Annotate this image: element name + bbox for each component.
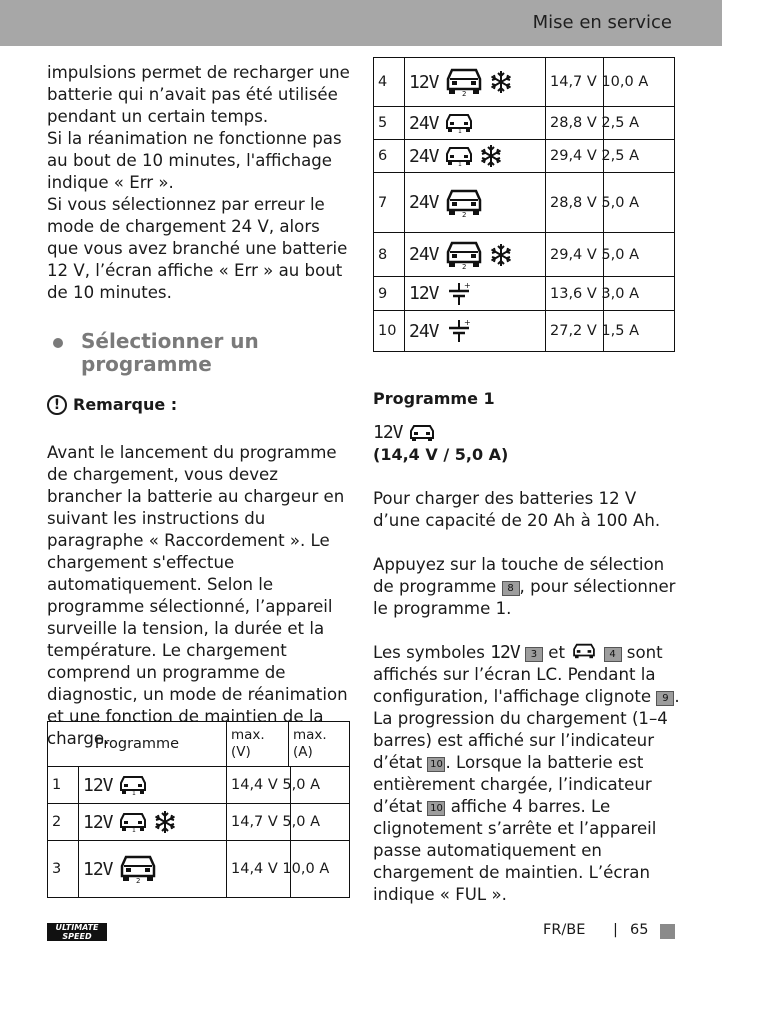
program-spec: (14,4 V / 5,0 A) <box>373 445 509 464</box>
program-values: 13,6 V 3,0 A <box>546 277 675 311</box>
exclamation-icon: ! <box>47 395 67 415</box>
battery-icon <box>444 281 474 307</box>
table-row <box>48 804 350 841</box>
voltage-display: 12V <box>409 283 439 304</box>
svg-text:2: 2 <box>461 90 466 97</box>
table-row <box>374 173 675 233</box>
table-row <box>374 233 675 277</box>
header-program: Programme <box>48 722 227 767</box>
program-symbols <box>405 233 546 277</box>
program-values: 14,7 V 10,0 A <box>546 58 675 107</box>
program-number: 7 <box>374 173 405 233</box>
program-number: 2 <box>48 804 79 841</box>
program-values: 14,4 V 5,0 A <box>227 767 350 804</box>
car-small-icon <box>408 423 436 443</box>
bullet-icon <box>53 338 63 348</box>
ref-10: 10 <box>427 757 445 772</box>
table-row <box>374 107 675 140</box>
program-values: 27,2 V 1,5 A <box>546 311 675 352</box>
voltage-display: 24V <box>409 192 439 213</box>
ref-3: 3 <box>525 647 543 662</box>
remark-text: Avant le lancement du programme de chargement, vous devez brancher la batterie au chargeur en suivant les instructions du paragraphe « Raccordement ». Le chargement s'effectue automatiquement. Selon le programme sélectionné, l’appareil surveille la tension, la durée et la température. Le chargement comprend un programme de diagnostic, un mode de réanimation et une fonction de maintien de la charge. <box>47 443 348 748</box>
program-values: 29,4 V 5,0 A <box>546 233 675 277</box>
snowflake-icon <box>489 243 513 267</box>
program-table-right <box>373 57 675 352</box>
program-symbols <box>405 107 546 140</box>
left-column <box>47 62 352 750</box>
ref-4: 4 <box>604 647 622 662</box>
svg-text:1: 1 <box>457 161 462 167</box>
table-row <box>48 767 350 804</box>
car-small-icon <box>118 774 148 796</box>
brand-logo: ULTIMATE SPEED <box>47 923 107 941</box>
paragraph: Les symboles 12V 3 et 4 sont affichés sur l’écran LC. Pendant la configuration, l'affichage clignote 9 . La progression du chargement (1–4 barres) est affiché sur l’indicateur d’état 10 . Lorsque la batterie est entièrement chargée, l’indicateur d’état 10 affiche 4 barres. Le clignotement s’arrête et l’appareil passe automatiquement en chargement de maintien. L’écran indique « FUL ». <box>373 642 680 904</box>
key-ref-8: 8 <box>502 581 520 596</box>
paragraph: impulsions permet de recharger une batterie qui n’avait pas été utilisée pendant un certain temps. <box>47 63 350 126</box>
svg-text:1: 1 <box>457 128 462 134</box>
svg-text:2: 2 <box>461 210 466 218</box>
ref-9: 9 <box>656 691 674 706</box>
page-number: 65 <box>630 922 649 938</box>
program-number: 9 <box>374 277 405 311</box>
program-number: 10 <box>374 311 405 352</box>
voltage-symbol: 12V <box>490 642 520 663</box>
remark-heading <box>47 394 352 416</box>
snowflake-icon <box>479 144 503 168</box>
car-large-icon <box>444 67 484 97</box>
program-symbols <box>79 841 227 898</box>
car-small-icon <box>444 112 474 134</box>
remark-label: Remarque : <box>73 395 178 414</box>
program-number: 8 <box>374 233 405 277</box>
program-values: 28,8 V 2,5 A <box>546 107 675 140</box>
voltage-display: 12V <box>409 71 439 93</box>
car-small-icon <box>118 811 148 833</box>
snowflake-icon <box>153 810 177 834</box>
table-row <box>374 311 675 352</box>
svg-text:+: + <box>463 280 471 290</box>
program-number: 1 <box>48 767 79 804</box>
table-header-row <box>48 722 350 767</box>
paragraph: Pour charger des batteries 12 V d’une capacité de 20 Ah à 100 Ah. <box>373 489 661 530</box>
header-max-a: max. (A) <box>289 722 350 767</box>
paragraph: Appuyez sur la touche de sélection de programme 8 , pour sélectionner le programme 1. <box>373 555 676 618</box>
program-values: 14,7 V 5,0 A <box>227 804 350 841</box>
svg-text:2: 2 <box>135 877 140 884</box>
car-small-icon <box>444 145 474 167</box>
svg-text:+: + <box>463 318 471 327</box>
program-number: 5 <box>374 107 405 140</box>
section-title: Mise en service <box>532 12 672 33</box>
program-symbols <box>405 311 546 352</box>
program-symbols <box>79 804 227 841</box>
footer-separator: | <box>613 922 618 938</box>
table-row <box>374 58 675 107</box>
car-large-icon <box>118 854 158 884</box>
program-symbols <box>405 58 546 107</box>
car-large-icon <box>444 240 484 270</box>
program-symbols <box>79 767 227 804</box>
footer-marker <box>660 924 675 939</box>
voltage-display: 12V <box>83 774 113 796</box>
svg-text:2: 2 <box>461 262 466 270</box>
program-number: 3 <box>48 841 79 898</box>
paragraph: Si vous sélectionnez par erreur le mode de chargement 24 V, alors que vous avez branché une batterie 12 V, l’écran affiche « Err » au bout de 10 minutes. <box>47 195 348 302</box>
voltage-display: 24V <box>409 320 439 342</box>
voltage-display: 24V <box>409 145 439 167</box>
snowflake-icon <box>489 70 513 94</box>
program-title: Programme 1 <box>373 389 495 408</box>
svg-text:1: 1 <box>131 827 136 833</box>
program-table-left <box>47 721 350 898</box>
program-number: 6 <box>374 140 405 173</box>
voltage-display: 12V <box>83 858 113 880</box>
page-header <box>0 0 722 46</box>
program-symbols <box>405 277 546 311</box>
program-number: 4 <box>374 58 405 107</box>
voltage-display: 12V <box>373 422 403 443</box>
right-column <box>373 388 683 906</box>
program-values: 29,4 V 2,5 A <box>546 140 675 173</box>
program-values: 14,4 V 10,0 A <box>227 841 350 898</box>
svg-text:1: 1 <box>131 790 136 796</box>
program-symbols <box>373 422 683 444</box>
battery-icon <box>444 318 474 344</box>
voltage-display: 24V <box>409 112 439 134</box>
program-symbols <box>405 173 546 233</box>
section-heading: Sélectionner un programme <box>81 330 352 376</box>
voltage-display: 24V <box>409 244 439 265</box>
table-row <box>374 277 675 311</box>
footer-lang: FR/BE <box>543 922 586 938</box>
program-values: 28,8 V 5,0 A <box>546 173 675 233</box>
program-symbols <box>405 140 546 173</box>
ref-10: 10 <box>427 801 445 816</box>
table-row <box>374 140 675 173</box>
voltage-display: 12V <box>83 811 113 833</box>
header-max-v: max. (V) <box>227 722 289 767</box>
car-large-icon <box>444 188 484 218</box>
car-small-icon <box>570 642 598 660</box>
paragraph: Si la réanimation ne fonctionne pas au bout de 10 minutes, l'affichage indique « Err ». <box>47 129 342 192</box>
table-row <box>48 841 350 898</box>
